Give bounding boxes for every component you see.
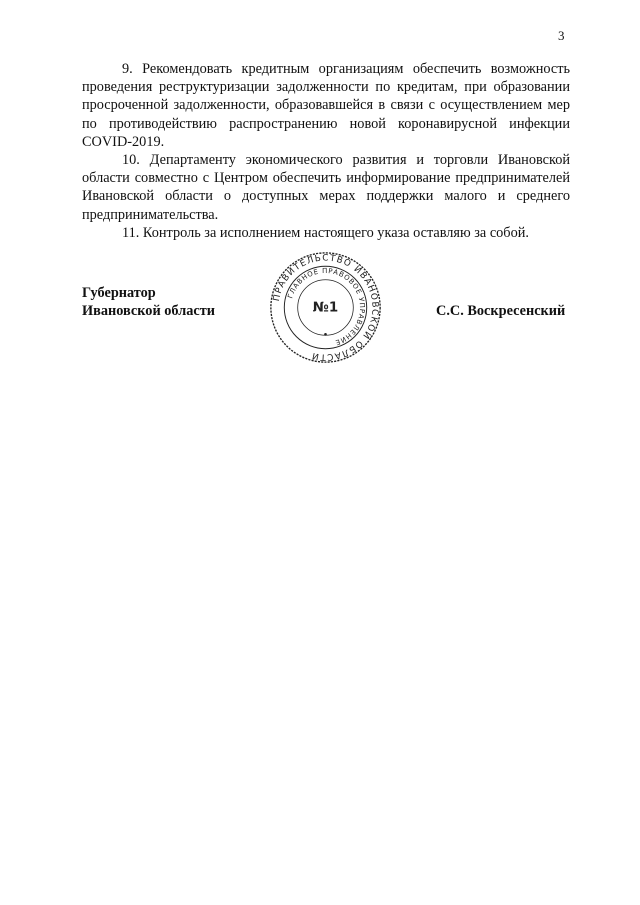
signature-block [0,250,640,360]
signatory-title-line1: Губернатор [82,285,156,301]
seal-inner-text: ГЛАВНОЕ ПРАВОВОЕ УПРАВЛЕНИЕ [286,266,367,347]
seal-dot-icon [324,333,327,336]
official-seal [268,250,383,365]
document-body [82,60,570,242]
seal-outer-text: ПРАВИТЕЛЬСТВО ИВАНОВСКОЙ ОБЛАСТИ [271,253,380,362]
signatory-title-line2: Ивановской области [82,303,215,319]
signatory-name: С.С. Воскресенский [436,303,566,319]
signatory-title [82,284,215,320]
paragraph-10: 10. Департаменту экономического развития и торговли Ивановской области совместно с Центром обеспечить информирование предпринимателей Ивановской области о доступных мерах поддержки малого и среднего предпринимательства. [82,152,570,223]
paragraph-9: 9. Рекомендовать кредитным организациям обеспечить возможность проведения реструктуризации задолженности по кредитам, при образовании просроченной задолженности, образовавшейся в связи с осуществлением мер по противодействию распространению новой коронавирусной инфекции COVID-2019. [82,61,570,150]
seal-number: №1 [312,300,339,316]
paragraph-11: 11. Контроль за исполнением настоящего указа оставляю за собой. [122,224,529,241]
page-number: 3 [558,28,565,43]
